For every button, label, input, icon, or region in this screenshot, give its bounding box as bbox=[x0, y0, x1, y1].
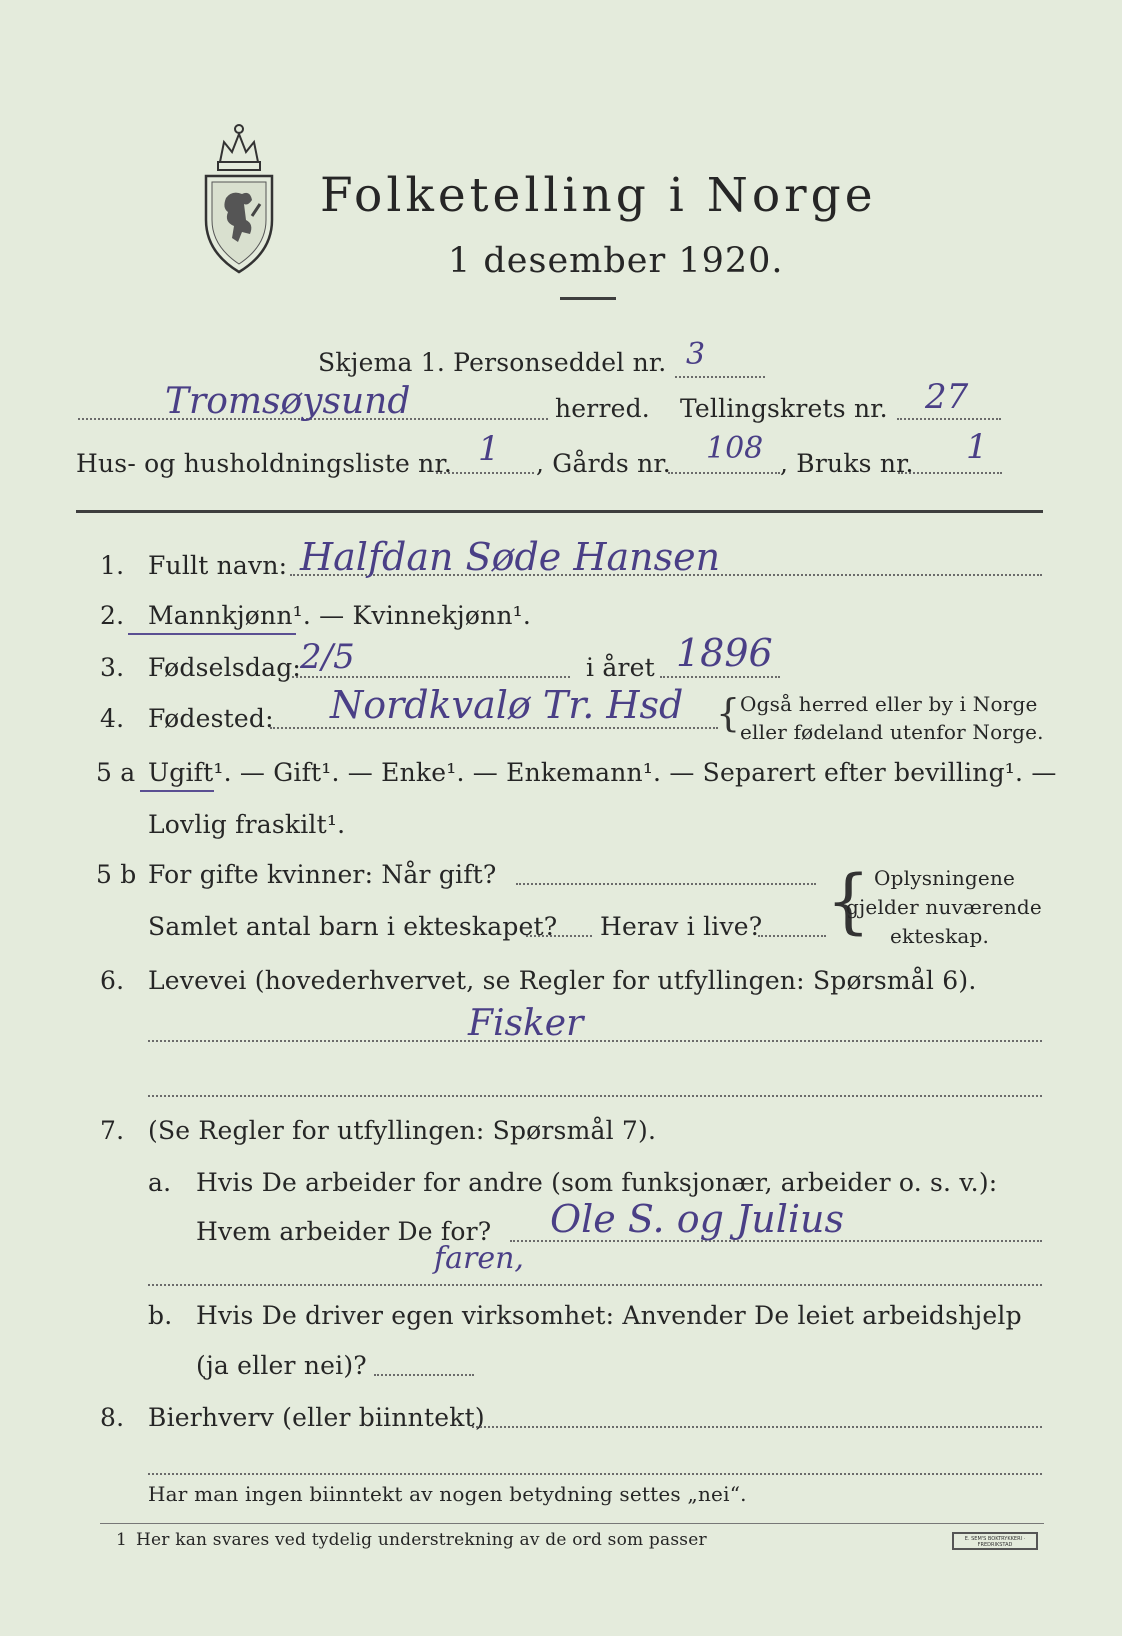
husholdningsliste-value: 1 bbox=[478, 429, 500, 469]
q4-label: Fødested: bbox=[148, 704, 274, 733]
title-divider bbox=[560, 297, 616, 300]
q5a-label: Ugift¹. — Gift¹. — Enke¹. — Enkemann¹. — Separert efter bevilling¹. — bbox=[148, 758, 1057, 787]
full-name-value: Halfdan Søde Hansen bbox=[300, 535, 721, 579]
birthplace-value: Nordkvalø Tr. Hsd bbox=[330, 683, 684, 727]
schema-label: Skjema 1. Personseddel nr. bbox=[318, 348, 667, 377]
q1-label: Fullt navn: bbox=[148, 551, 288, 580]
q5b-note-2: gjelder nuværende bbox=[846, 895, 1042, 919]
census-date: 1 desember 1920. bbox=[448, 241, 784, 281]
q4-number: 4. bbox=[100, 704, 125, 733]
employer-value: Ole S. og Julius bbox=[550, 1197, 844, 1241]
bruks-label: , Bruks nr. bbox=[780, 449, 914, 478]
q7a-label-2: Hvem arbeider De for? bbox=[196, 1217, 492, 1246]
q5b-label-2: Samlet antal barn i ekteskapet? bbox=[148, 912, 558, 941]
q8-label: Bierhverv (eller biinntekt) bbox=[148, 1403, 485, 1432]
municipality-value: Tromsøysund bbox=[165, 381, 411, 422]
q5a-number: 5 a bbox=[96, 758, 136, 787]
footnote-text: Her kan svares ved tydelig understrekning av de ord som passer bbox=[136, 1530, 707, 1550]
employer-value-2: faren, bbox=[434, 1241, 524, 1276]
ugift-underline bbox=[140, 790, 214, 792]
birth-year-value: 1896 bbox=[676, 631, 773, 675]
q5b-label-3: Herav i live? bbox=[600, 912, 763, 941]
q1-number: 1. bbox=[100, 551, 125, 580]
q7-label: (Se Regler for utfyllingen: Spørsmål 7). bbox=[148, 1116, 657, 1145]
q5a-label-2: Lovlig fraskilt¹. bbox=[148, 810, 346, 839]
mannkjonn-underline bbox=[128, 633, 296, 635]
q3-label: Fødselsdag: bbox=[148, 653, 302, 682]
section-divider bbox=[76, 510, 1043, 513]
coat-of-arms-icon bbox=[198, 120, 280, 280]
gards-label: , Gårds nr. bbox=[536, 449, 671, 478]
q2-label: Mannkjønn¹. — Kvinnekjønn¹. bbox=[148, 601, 532, 630]
footer-note: Har man ingen biinntekt av nogen betydning settes „nei“. bbox=[148, 1482, 747, 1506]
gards-value: 108 bbox=[706, 431, 764, 466]
bruks-value: 1 bbox=[966, 427, 988, 467]
personseddel-nr-value: 3 bbox=[686, 337, 706, 372]
tellingskrets-value: 27 bbox=[925, 377, 969, 417]
form-title: Folketelling i Norge bbox=[320, 168, 877, 223]
q5b-label: For gifte kvinner: Når gift? bbox=[148, 860, 497, 889]
birthplace-note-1: Også herred eller by i Norge bbox=[740, 692, 1038, 716]
birthdate-value: 2/5 bbox=[300, 637, 355, 677]
year-label: i året bbox=[586, 653, 655, 682]
q5b-note-3: ekteskap. bbox=[890, 924, 990, 948]
q7a-number: a. bbox=[148, 1168, 172, 1197]
q7a-label: Hvis De arbeider for andre (som funksjonær, arbeider o. s. v.): bbox=[196, 1168, 998, 1197]
q3-number: 3. bbox=[100, 653, 125, 682]
tellingskrets-label: Tellingskrets nr. bbox=[680, 394, 888, 423]
footnote-mark: 1 bbox=[116, 1530, 128, 1550]
q6-label: Levevei (hovederhvervet, se Regler for utfyllingen: Spørsmål 6). bbox=[148, 966, 977, 995]
q7-number: 7. bbox=[100, 1116, 125, 1145]
census-form: Folketelling i Norge 1 desember 1920. Skjema 1. Personseddel nr. 3 Tromsøysund herred. Tellingskrets nr. 27 Hus- og husholdningsliste nr. 1 , Gårds nr. 108 , Bruks nr. 1 1. Fullt navn: Halfdan Søde Hansen 2. Mannkjønn¹. — Kvinnekjønn¹. 3. Fødselsdag: 2/5 i året 1896 4. Fødested: Nordkvalø Tr. Hsd { Også herred eller by i Norge eller fødeland utenfor Norge. 5 a Ugift¹. — Gift¹. — Enke¹. — Enkemann¹. — Separert efter bevilling¹. — Lovlig fraskilt¹. 5 b For gifte kvinner: Når gift? Samlet antal barn i ekteskapet? Herav i live? { Oplysningene gjelder nuværende ekteskap. 6. Levevei (hovederhvervet, se Regler for utfyllingen: Spørsmål 6). Fisker 7. (Se Regler for utfyllingen: Spørsmål 7). a. Hvis De arbeider for andre (som funksjonær, arbeider o. s. v.): Hvem arbeider De for? Ole S. og Julius faren, b. Hvis De driver egen virksomhet: Anvender De leiet arbeidshjelp (ja eller nei)? 8. Bierhverv (eller biinntekt) Har man ingen biinntekt av nogen betydning settes „nei“. 1 Her kan svares ved tydelig understrekning av de ord som passer E. SEM'S BOKTRYKKERI · FREDRIKSTAD bbox=[0, 0, 1122, 1636]
husholdningsliste-label: Hus- og husholdningsliste nr. bbox=[76, 449, 453, 478]
printer-mark bbox=[952, 1532, 1038, 1550]
q7b-label-2: (ja eller nei)? bbox=[196, 1351, 367, 1380]
q2-number: 2. bbox=[100, 601, 125, 630]
q7b-label: Hvis De driver egen virksomhet: Anvender De leiet arbeidshjelp bbox=[196, 1301, 1022, 1330]
printer-text: E. SEM'S BOKTRYKKERI · FREDRIKSTAD bbox=[964, 1536, 1026, 1548]
q8-number: 8. bbox=[100, 1403, 125, 1432]
q6-number: 6. bbox=[100, 966, 125, 995]
q5b-number: 5 b bbox=[96, 860, 137, 889]
q5b-note-1: Oplysningene bbox=[874, 866, 1016, 890]
q7b-number: b. bbox=[148, 1301, 173, 1330]
occupation-value: Fisker bbox=[468, 1003, 584, 1044]
herred-label: herred. bbox=[555, 394, 650, 423]
birthplace-note-2: eller fødeland utenfor Norge. bbox=[740, 720, 1044, 744]
